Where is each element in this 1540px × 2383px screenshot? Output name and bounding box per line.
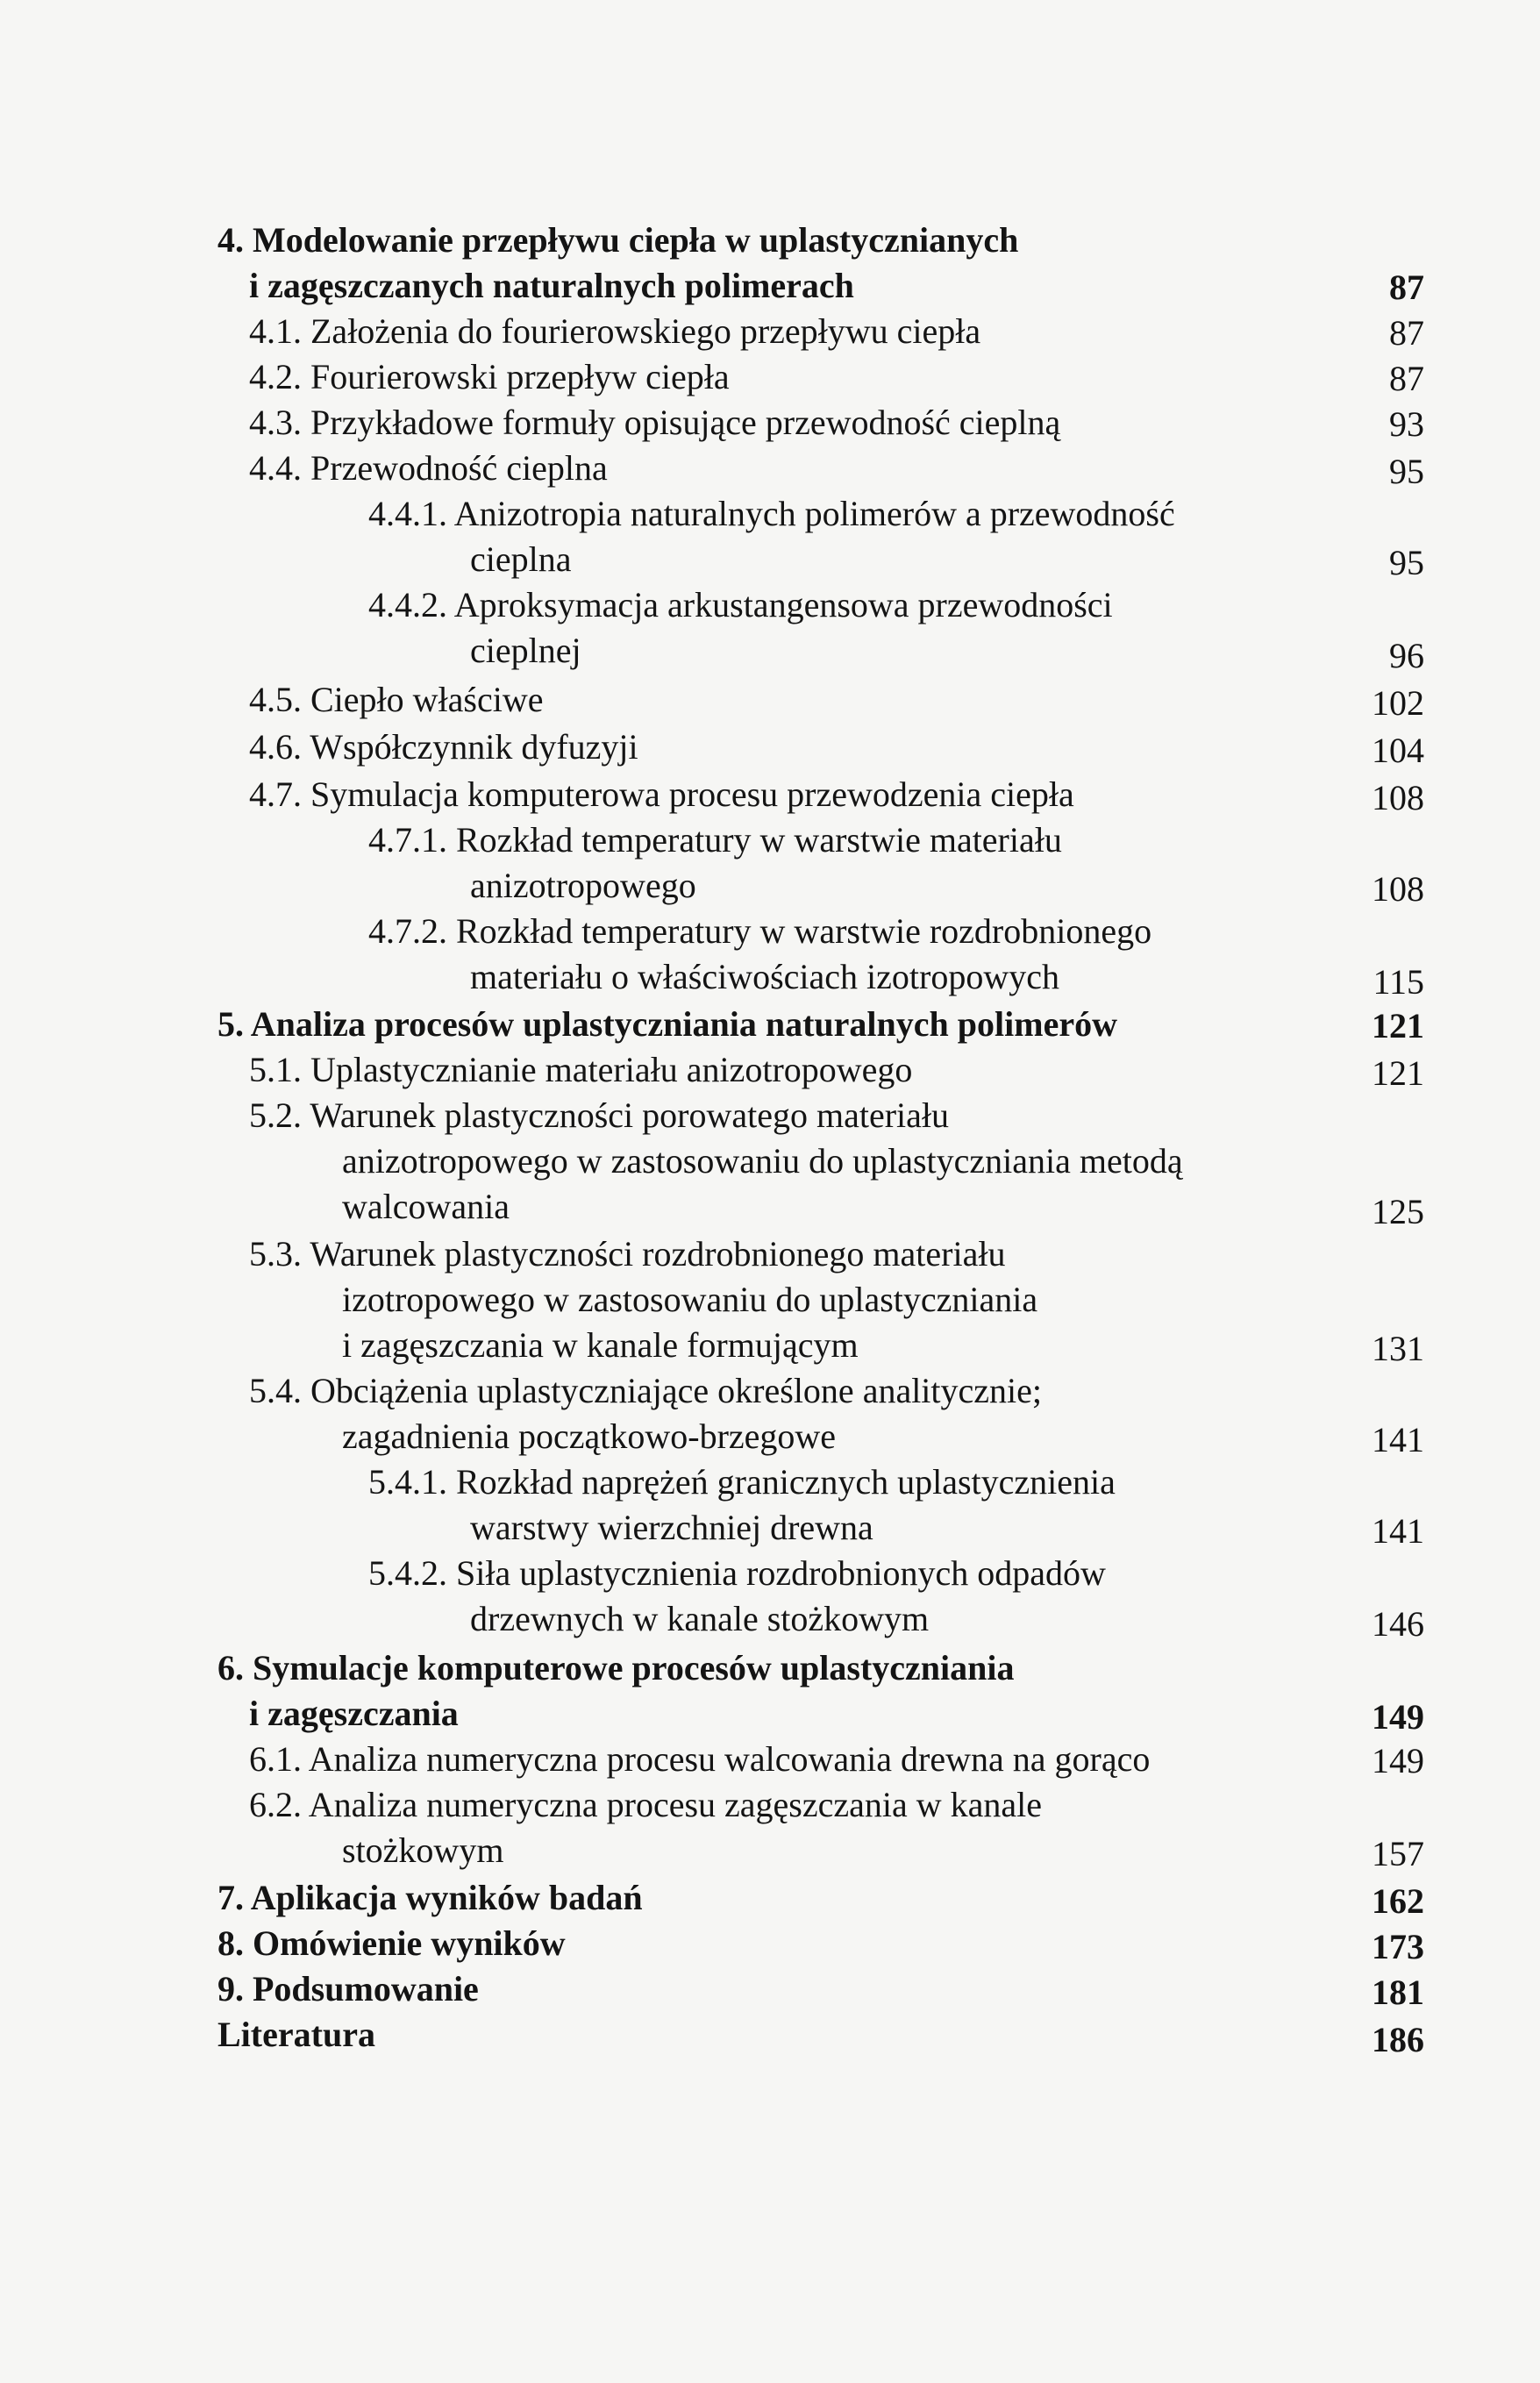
toc-line: 4.4.1. Anizotropia naturalnych polimerów a przewodność [368,494,1175,533]
toc-line: 7. Aplikacja wyników badań [217,1878,643,1917]
toc-line: i zagęszczania [249,1694,459,1733]
toc-line: 4.7. Symulacja komputerowa procesu przewodzenia ciepła [249,774,1074,814]
toc-page-number: 141 [1372,1420,1424,1459]
toc-page-number: 87 [1389,313,1424,353]
toc-line: 4.6. Współczynnik dyfuzyji [249,727,638,767]
toc-line: 4.7.1. Rozkład temperatury w warstwie materiału [368,820,1062,860]
toc-line: 4.5. Ciepło właściwe [249,680,544,719]
toc-line: 4.1. Założenia do fourierowskiego przepływu ciepła [249,311,981,351]
toc-line: 5.2. Warunek plastyczności porowatego materiału [249,1095,950,1135]
toc-line: 4.2. Fourierowski przepływ ciepła [249,357,730,396]
toc-line: cieplnej [470,631,581,670]
toc-line: anizotropowego [470,866,696,905]
toc-line: 4.4.2. Aproksymacja arkustangensowa przewodności [368,585,1113,624]
toc-line: 5.4.2. Siła uplastycznienia rozdrobnionych odpadów [368,1553,1106,1593]
toc-page-number: 121 [1372,1053,1424,1093]
toc-line: 5.4. Obciążenia uplastyczniające określone analitycznie; [249,1371,1043,1410]
toc-page-number: 121 [1372,1006,1424,1045]
toc-page-number: 157 [1372,1834,1424,1873]
toc-page-number: 125 [1372,1192,1424,1231]
toc-line: 4. Modelowanie przepływu ciepła w uplastycznianych [217,220,1019,260]
toc-page-number: 96 [1389,636,1424,675]
toc-line: cieplna [470,539,572,579]
toc-line: 5.4.1. Rozkład naprężeń granicznych uplastycznienia [368,1462,1116,1502]
toc-page-number: 115 [1372,962,1424,1002]
toc-page-number: 95 [1389,543,1424,582]
toc-line: 4.4. Przewodność cieplna [249,448,608,488]
toc-page-number: 95 [1389,452,1424,491]
toc-line: 4.7.2. Rozkład temperatury w warstwie rozdrobnionego [368,911,1152,951]
toc-line: zagadnienia początkowo-brzegowe [342,1416,837,1456]
toc-page-number: 173 [1372,1927,1424,1966]
toc-page-number: 141 [1372,1511,1424,1551]
toc-line: 5. Analiza procesów uplastyczniania naturalnych polimerów [217,1004,1117,1044]
toc-line: 9. Podsumowanie [217,1969,479,2008]
toc-page-number: 149 [1372,1697,1424,1737]
toc-page-number: 146 [1372,1604,1424,1644]
toc-line: warstwy wierzchniej drewna [470,1508,873,1547]
toc-line: walcowania [342,1187,510,1226]
toc-line: 6.2. Analiza numeryczna procesu zagęszczania w kanale [249,1785,1042,1824]
toc-line: izotropowego w zastosowaniu do uplastyczniania [342,1280,1038,1319]
toc-page-number: 186 [1372,2020,1424,2059]
toc-line: materiału o właściwościach izotropowych [470,957,1059,996]
toc-page-number: 108 [1372,869,1424,909]
toc-page-number: 181 [1372,1973,1424,2012]
toc-page-number: 104 [1372,731,1424,770]
toc-line: stożkowym [342,1830,504,1870]
toc-page-number: 149 [1372,1741,1424,1780]
toc-line: i zagęszczania w kanale formującym [342,1325,859,1365]
toc-line: 5.3. Warunek plastyczności rozdrobnionego materiału [249,1234,1006,1274]
toc-page-number: 93 [1389,404,1424,444]
toc-line: Literatura [217,2015,375,2054]
toc-page-number: 87 [1389,268,1424,307]
toc-line: 6. Symulacje komputerowe procesów uplastyczniania [217,1648,1015,1687]
toc-line: anizotropowego w zastosowaniu do uplastyczniania metodą [342,1141,1183,1181]
toc-page-number: 131 [1372,1329,1424,1368]
toc-line: 5.1. Uplastycznianie materiału anizotropowego [249,1050,913,1089]
toc-line: 6.1. Analiza numeryczna procesu walcowania drewna na gorąco [249,1739,1151,1779]
toc-page-number: 87 [1389,359,1424,398]
toc-line: 4.3. Przykładowe formuły opisujące przewodność cieplną [249,403,1061,442]
toc-line: i zagęszczanych naturalnych polimerach [249,266,854,305]
toc-line: drzewnych w kanale stożkowym [470,1599,930,1638]
toc-page-number: 162 [1372,1881,1424,1921]
toc-line: 8. Omówienie wyników [217,1923,566,1963]
toc-page-number: 102 [1372,683,1424,723]
toc-page-number: 108 [1372,778,1424,817]
